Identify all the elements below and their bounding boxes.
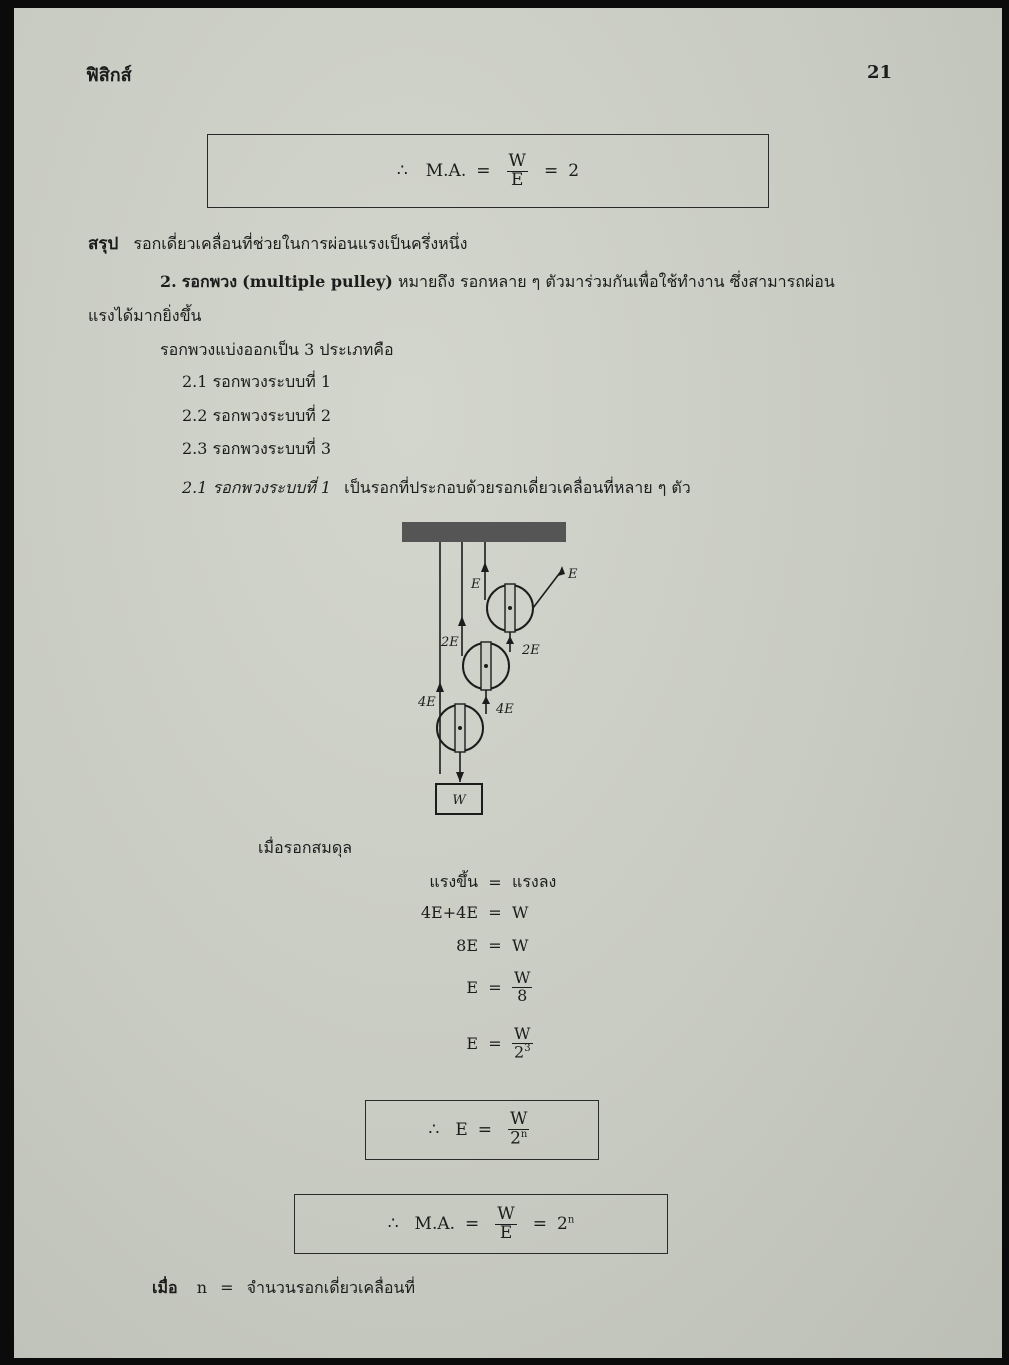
summary-text: รอกเดี่ยวเคลื่อนที่ช่วยในการผ่อนแรงเป็นครึ่งหนึ่ง [133,234,468,253]
label-2e-left: 2E [441,635,459,650]
equals-sign: = [488,873,502,892]
equation-rhs: W [512,903,529,922]
denominator: $2^3$ [514,1042,531,1062]
therefore-symbol: ∴ [428,1120,440,1140]
exponent: n [520,1129,528,1141]
ma-value: 2 [568,161,580,181]
denominator: E [511,169,524,190]
numerator: W [508,150,526,171]
running-header-subject: ฟิสิกส์ [86,65,132,86]
fraction-w-over-2-cubed [512,1026,533,1061]
equation-rhs: W [512,936,529,955]
weight-label: W [452,793,466,808]
equilibrium-intro: เมื่อรอกสมดุล [258,838,353,857]
fraction-w-over-e [507,150,528,190]
page-number: 21 [867,62,893,83]
label-e-top: E [471,577,481,592]
equation-row-2 [368,903,528,922]
equals-sign: = [488,903,502,922]
section-title: รอกพวง [181,272,238,291]
summary-line [88,230,467,257]
equals-sign: = [488,977,502,997]
book-page [14,8,1002,1358]
type-item-1: 2.1 รอกพวงระบบที่ 1 [182,372,332,391]
equation-rhs: แรงลง [512,872,557,891]
equation-lhs: แรงขึ้น [429,872,478,891]
footnote-lead: เมื่อ [152,1278,178,1297]
label-4e-right: 4E [496,702,514,717]
pulley-system-diagram [394,516,594,816]
exponent: n [567,1214,575,1226]
equals-sign: = [220,1278,234,1297]
subsection-text: เป็นรอกที่ประกอบด้วยรอกเดี่ยวเคลื่อนที่หลาย ๆ ตัว [344,478,691,497]
equals-sign: = [543,161,559,181]
denominator: E [499,1222,513,1243]
equation-lhs: 4E+4E [420,903,478,922]
equals-sign: = [488,1033,502,1053]
section-english-term: (multiple pulley) [242,272,393,291]
therefore-symbol: ∴ [396,161,408,181]
summary-label: สรุป [88,234,119,254]
fraction-w-over-8 [512,970,532,1005]
footnote-variable: n [196,1278,208,1297]
type-item-2: 2.2 รอกพวงระบบที่ 2 [182,406,332,425]
therefore-symbol: ∴ [387,1214,399,1234]
section-2-heading-line [160,270,835,295]
equals-sign: = [476,161,491,181]
equals-sign: = [477,1120,492,1140]
denominator: 2$^n$ [510,1128,528,1149]
equation-lhs: E [466,1033,478,1053]
equation-lhs: 8E [456,936,478,955]
ma-label: M.A. [425,161,467,181]
equation-lhs: E [466,977,478,997]
equals-sign: = [532,1214,548,1234]
footnote-text: จำนวนรอกเดี่ยวเคลื่อนที่ [246,1278,416,1297]
formula-box-ma-2 [207,134,769,208]
formula-box-e [365,1100,599,1160]
subsection-title: 2.1 รอกพวงระบบที่ 1 [182,478,332,497]
equals-sign: = [488,936,502,955]
equation-row-1 [368,870,556,895]
equation-row-5 [368,1026,539,1061]
equation-row-4 [368,970,538,1005]
section-definition: หมายถึง รอกหลาย ๆ ตัวมาร่วมกันเพื่อใช้ทำงาน ซึ่งสามารถผ่อน [397,272,835,291]
numerator: W [514,1024,531,1043]
equation-row-3 [368,936,528,955]
fraction-w-over-e [495,1203,516,1243]
label-2e-right: 2E [522,643,540,658]
subsection-2-1-line [182,476,691,501]
numerator: W [497,1203,515,1224]
e-label: E [455,1120,468,1140]
fraction-w-over-2-n [508,1111,529,1148]
label-e-pull: E [568,567,578,582]
label-4e-left: 4E [418,695,436,710]
exponent: 3 [524,1042,531,1054]
section-number: 2. [160,272,177,291]
types-intro: รอกพวงแบ่งออกเป็น 3 ประเภทคือ [160,340,394,359]
ma-label: M.A. [414,1214,456,1234]
denominator: 8 [517,985,528,1005]
rope-pull [533,570,562,608]
section-definition-continued: แรงได้มากยิ่งขึ้น [88,306,202,325]
ceiling-beam [402,522,566,542]
numerator: W [510,1109,528,1130]
numerator: W [514,968,531,987]
footnote-n-definition [152,1276,415,1301]
ma-value: 2$^n$ [557,1214,575,1234]
type-item-3: 2.3 รอกพวงระบบที่ 3 [182,439,332,458]
formula-box-ma-2n [294,1194,668,1254]
equals-sign: = [465,1214,480,1234]
